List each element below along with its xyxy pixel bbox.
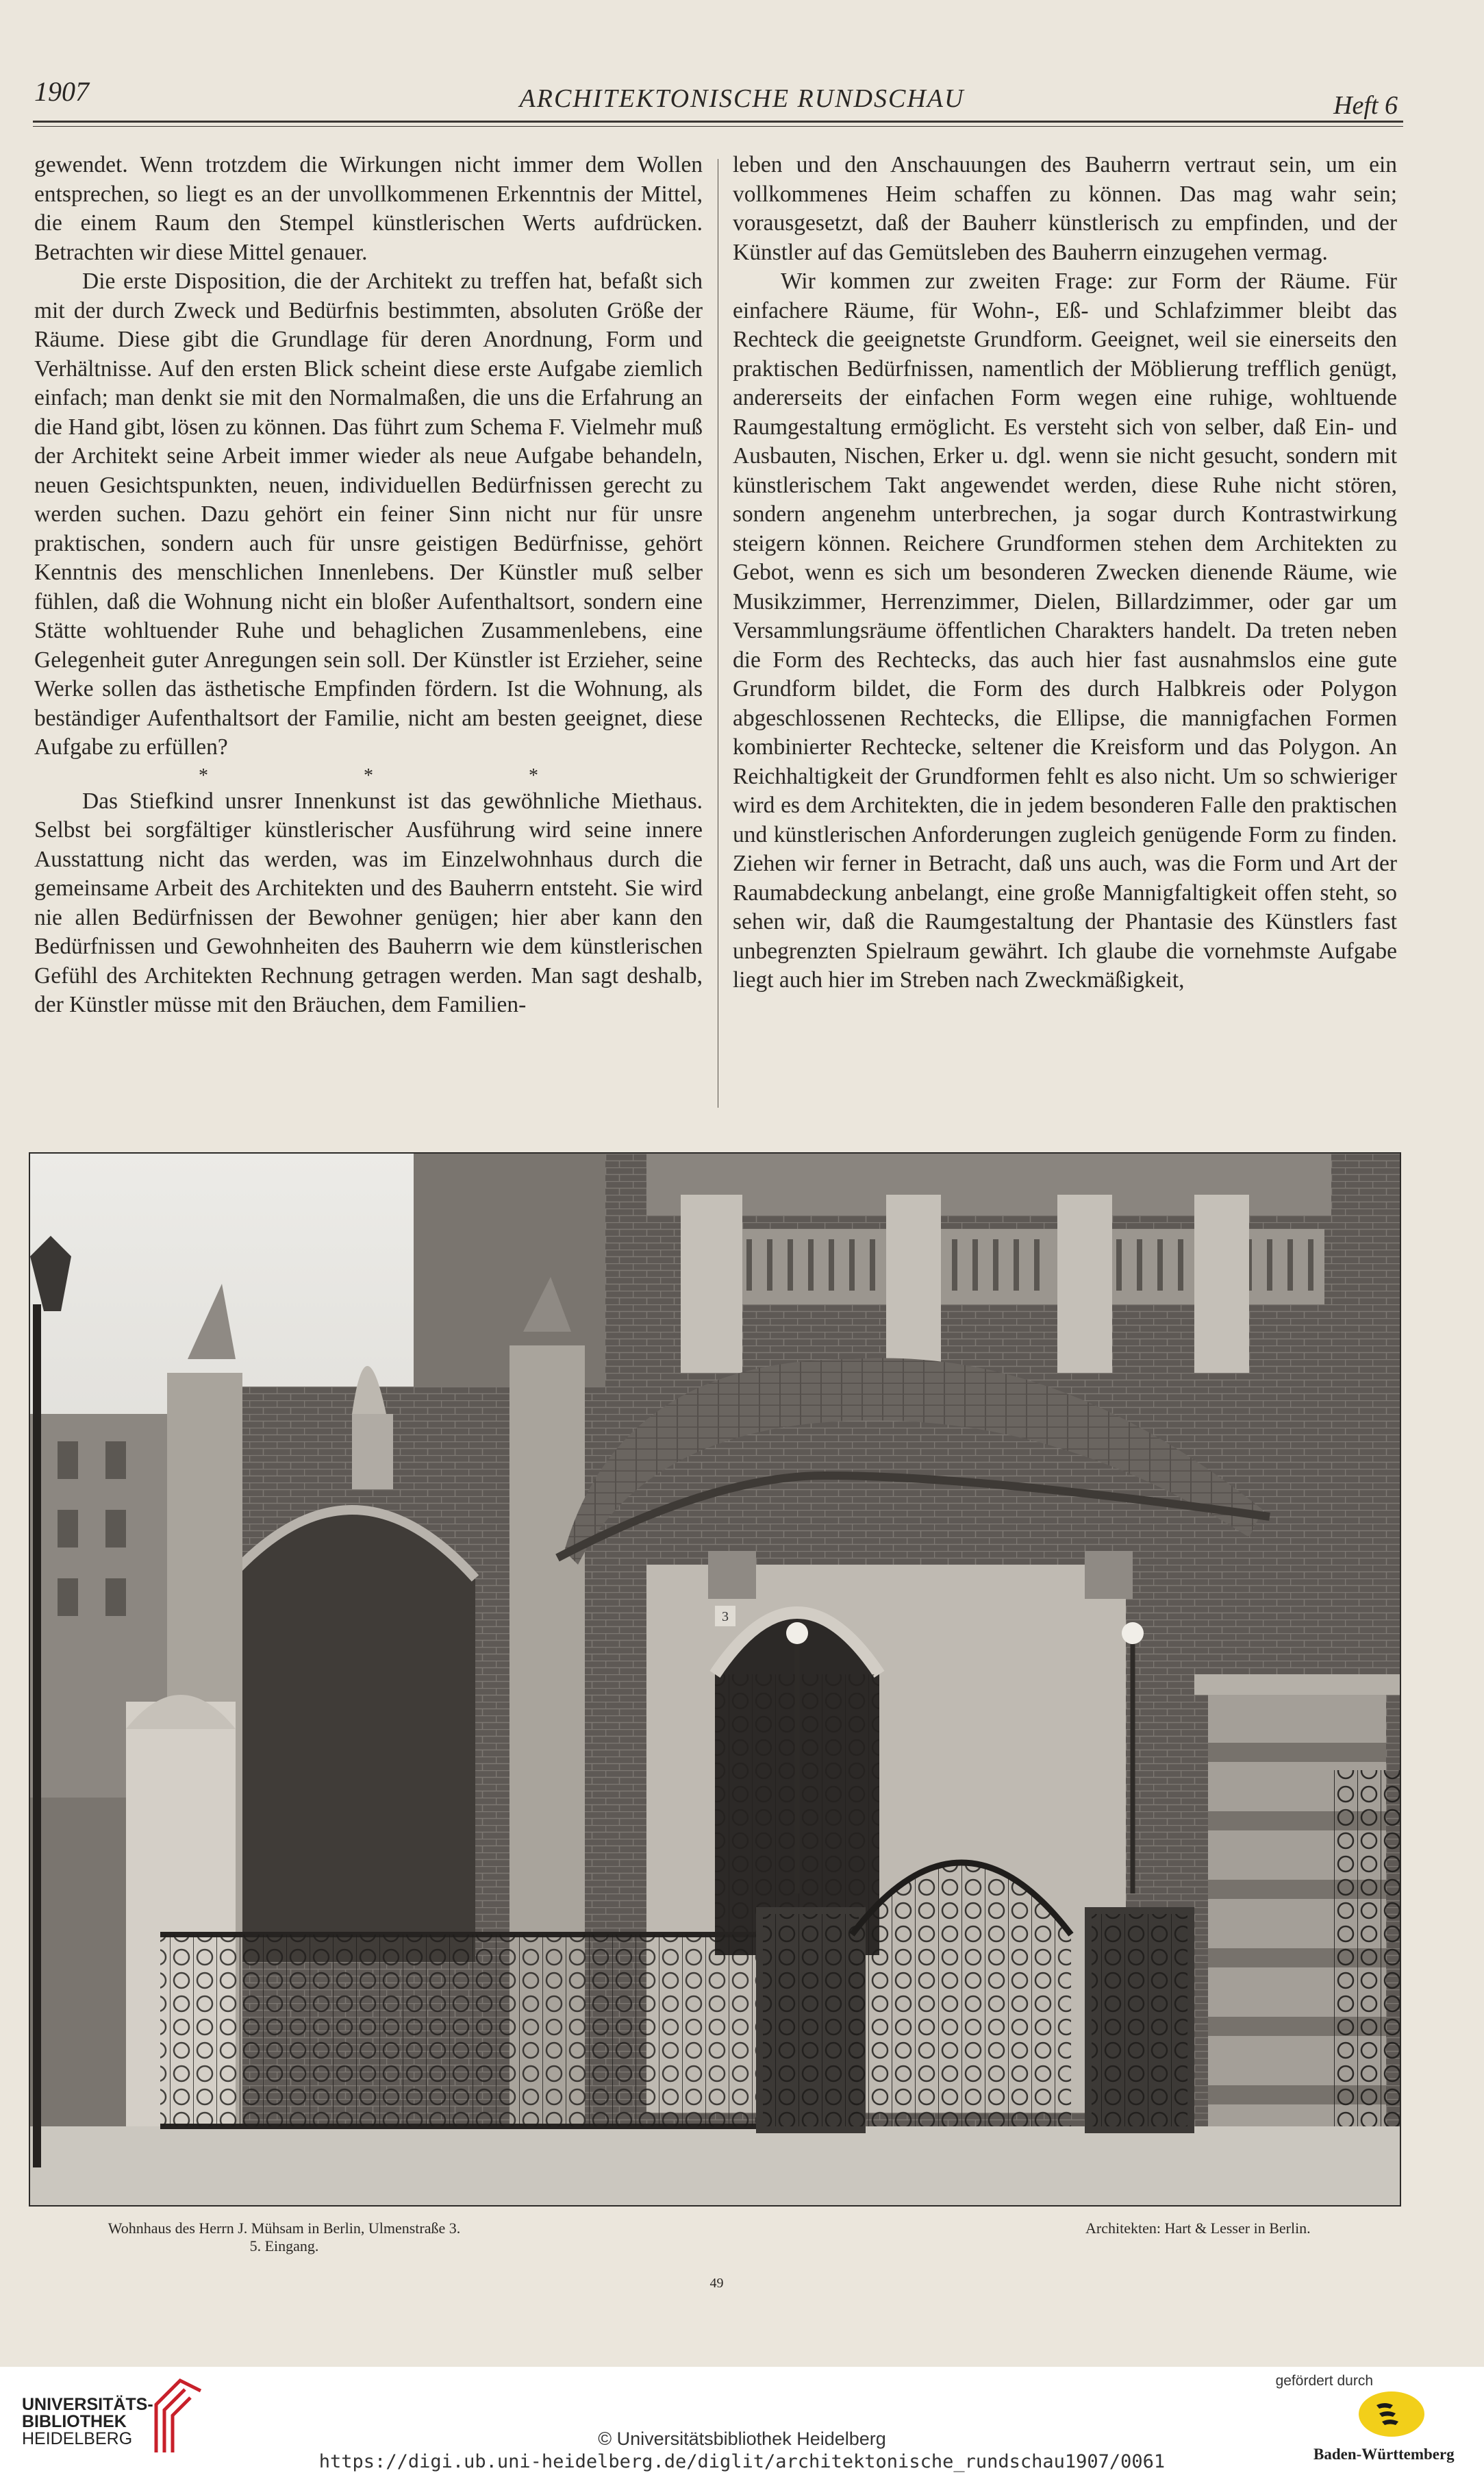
header-issue: Heft 6	[1333, 91, 1398, 120]
house-number-plate: 3	[722, 1609, 729, 1624]
permalink[interactable]: https://digi.ub.uni-heidelberg.de/diglit/architektonische_rundschau1907/0061	[318, 2451, 1166, 2472]
library-name-line: UNIVERSITÄTS-	[22, 2395, 153, 2414]
left-column	[34, 151, 703, 1020]
paragraph: leben und den Anschauungen des Bauherrn vertraut sein, um ein vollkommenes Heim schaffen zu können. Das mag wahr sein; vorausgesetzt, daß der Bauherr künstlerisch zu empfinden, und der Künstler auf das Gemütsleben des Bauherrn einzugehen vermag.	[733, 152, 1397, 265]
section-separator: * * *	[199, 765, 614, 786]
header-title: ARCHITEKTONISCHE RUNDSCHAU	[519, 84, 965, 113]
paragraph: gewendet. Wenn trotzdem die Wirkungen nicht immer dem Wollen entsprechen, so liegt es an der unvollkommenen Erkenntnis der Mittel, die einem Raum den Stempel künstlerischen Werts aufdrücken. Betrachten wir diese Mittel genauer.	[34, 152, 703, 265]
state-name: Baden-Württemberg	[1313, 2446, 1455, 2463]
page-number: 49	[709, 2276, 724, 2291]
paragraph: Wir kommen zur zweiten Frage: zur Form der Räume. Für einfachere Räume, für Wohn-, Eß- und Schlafzimmer bleibt das Rechteck die geeignetste Grundform. Geeignet, weil sie einerseits den praktischen Bedürfnissen, namentlich der Möblierung trefflich genügt, andererseits der einfachen Form wegen eine ruhige, wohltuende Raumgestaltung ermöglicht. Es versteht sich von selber, daß Ein- und Ausbauten, Nischen, Erker u. dgl. wenn sie nicht gesucht, sondern mit künstlerischem Takt angewendet werden, diese Ruhe nicht stören, sondern angenehm unterbrechen, ja sogar durch Kontrastwirkung steigern können. Reichere Grundformen stehen dem Architekten zu Gebot, wenn es sich um besonderen Zwecken dienende Räume, wie Musikzimmer, Herrenzimmer, Dielen, Billardzimmer, oder gar um Versammlungsräume öffentlichen Charakters handelt. Da treten neben die Form des Rechtecks, das auch hier fast ausnahmslos eine gute Grundform bildet, die Form des durch Halbkreis oder Polygon abgeschlossenen Rechtecks, die Ellipse, die mannigfachen Formen kombinierter Rechtecke, seltener die Kreisform und das Polygon. An Reichhaltigkeit der Grundformen fehlt es also nicht. Um so schwieriger wird es dem Architekten, die in jedem besonderen Falle den praktischen und künstlerischen Anforderungen zugleich genügende Form zu finden. Ziehen wir ferner in Betracht, daß uns auch, was die Form und Art der Raumabdeckung anbelangt, eine große Mannigfaltigkeit offen steht, so sehen wir, daß die Raumgestaltung der Phantasie des Künstlers fast unbegrenzten Spielraum gewährt. Ich glaube die vornehmste Aufgabe liegt auch hier im Streben nach Zweckmäßigkeit,	[733, 269, 1397, 993]
header-year: 1907	[34, 76, 89, 107]
paragraph: Das Stiefkind unsrer Innenkunst ist das gewöhnliche Miethaus. Selbst bei sorgfältiger künstlerischer Ausführung wird seine innere Ausstattung nicht das werden, was im Einzelwohnhaus durch die gemeinsame Arbeit des Architekten und des Bauherrn entsteht. Sie wird nie allen Bedürfnissen der Bewohner genügen; hier aber kann den Bedürfnissen und Gewohnheiten des Bauherrn wie dem künstlerischen Gefühl des Architekten Rechnung getragen werden. Man sagt deshalb, der Künstler müsse mit den Bräuchen, dem Familien-	[34, 788, 703, 1017]
header-rule-thick	[33, 121, 1403, 123]
funding-label: gefördert durch	[1275, 2373, 1373, 2389]
state-coat-of-arms-icon	[1357, 2390, 1426, 2441]
caption-line: Wohnhaus des Herrn J. Mühsam in Berlin, Ulmenstraße 3.	[108, 2220, 461, 2237]
library-name-line: BIBLIOTHEK	[22, 2412, 127, 2431]
library-name-line: HEIDELBERG	[22, 2429, 133, 2448]
photo-caption	[68, 2220, 500, 2255]
architect-credit: Architekten: Hart & Lesser in Berlin.	[1085, 2220, 1311, 2237]
header-rule-thin	[33, 126, 1403, 127]
copyright-notice: © Universitätsbibliothek Heidelberg	[598, 2428, 886, 2449]
entrance-photograph	[29, 1152, 1401, 2207]
caption-line: 5. Eingang.	[249, 2237, 319, 2254]
right-column	[733, 151, 1397, 995]
paragraph: Die erste Disposition, die der Architekt zu treffen hat, befaßt sich mit der durch Zweck und Bedürfnis bestimmten, absoluten Größe der Räume. Diese gibt die Grundlage für deren Anordnung, Form und Verhältnisse. Auf den ersten Blick scheint diese erste Aufgabe ziemlich einfach; man denkt sie mit den Normalmaßen, die uns die Erfahrung an die Hand gibt, lösen zu können. Das führt zum Schema F. Vielmehr muß der Architekt seine Arbeit immer wieder als neue Aufgabe behandeln, neuen Gesichtspunkten, neuen, individuellen Bedürfnissen gerecht zu werden suchen. Dazu gehört ein feiner Sinn nicht nur für unsre praktischen, sondern auch für unsre geistigen Bedürfnisse, gehört Kenntnis des menschlichen Innenlebens. Der Künstler muß selber fühlen, daß die Wohnung nicht ein bloßer Aufenthaltsort, sondern eine Stätte wohltuender Ruhe und behaglichen Zusammenlebens, eine Gelegenheit guter Anregungen sein soll. Der Künstler ist Erzieher, seine Werke sollen das ästhetische Empfinden fördern. Ist die Wohnung, als beständiger Aufenthaltsort der Familie, nicht am besten geeignet, diese Aufgabe zu erfüllen?	[34, 269, 703, 760]
